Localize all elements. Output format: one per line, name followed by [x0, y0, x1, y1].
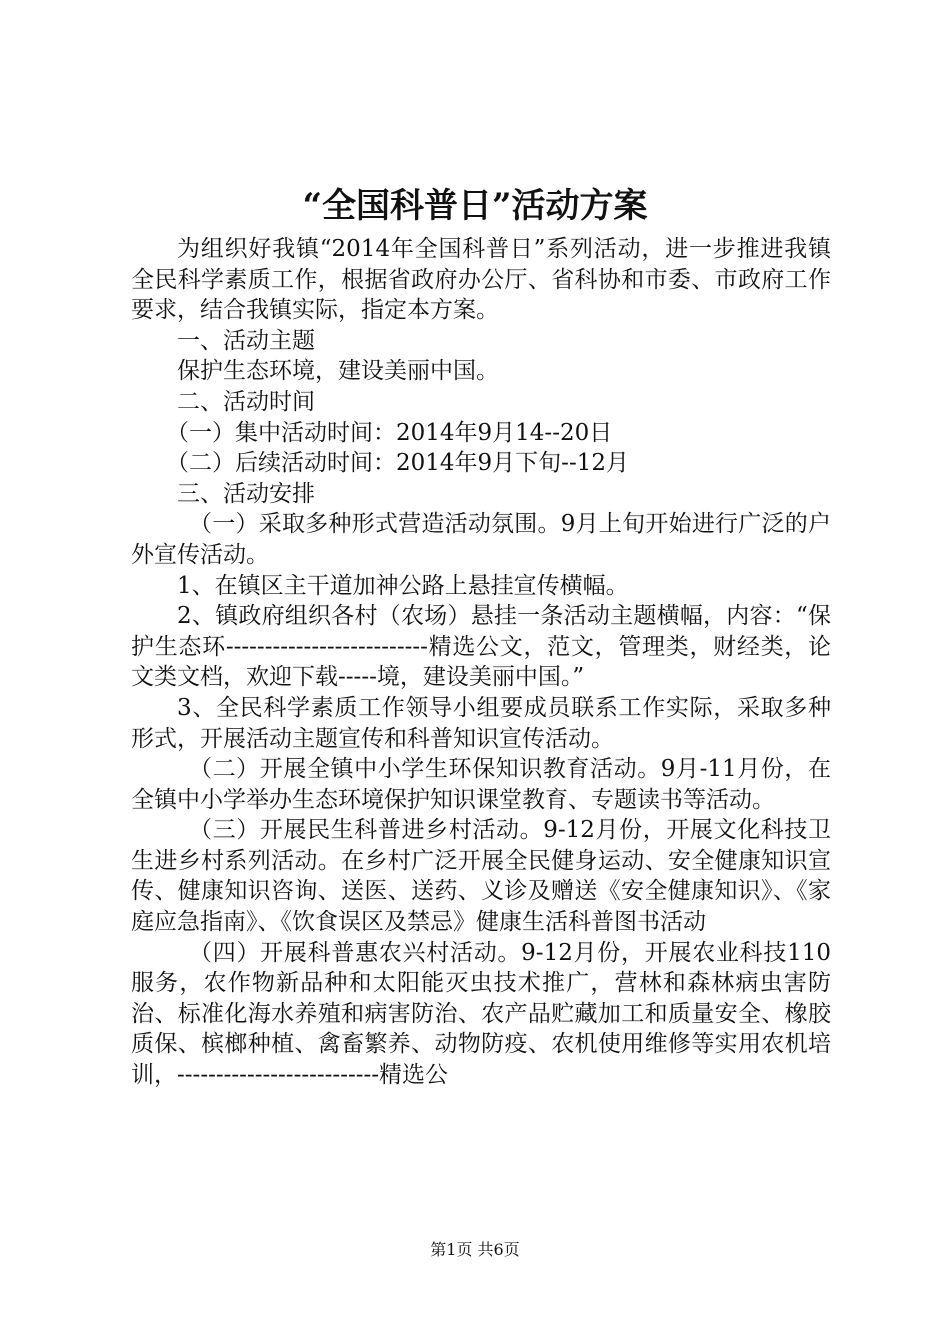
document-body — [131, 234, 831, 1091]
section-heading-time: 二、活动时间 — [177, 388, 315, 415]
arrangement-item-2: （二）开展全镇中小学生环保知识教育活动。9月-11月份，在全镇中小学举办生态环境保护知识课堂教育、专题读书等活动。 — [131, 756, 831, 813]
time-item-2: （二）后续活动时间：2014年9月下旬--12月 — [166, 450, 629, 477]
arrangement-item-4: （四）开展科普惠农兴村活动。9-12月份，开展农业科技110服务，农作物新品种和太阳能灭虫技术推广，营林和森林病虫害防治、标准化海水养殖和病害防治、农产品贮藏加工和质量安全、橡胶质保、槟榔种植、禽畜繁养、动物防疫、农机使用维修等实用农机培训，--------------------------精选公 — [131, 939, 831, 1089]
arrangement-subitem-2: 2、镇政府组织各村（农场）悬挂一条活动主题横幅，内容：“保护生态环--------------------------精选公文，范文，管理类，财经类，论文类文档，欢迎下载-----境，建设美丽中国。” — [131, 603, 831, 691]
time-item-1: （一）集中活动时间：2014年9月14--20日 — [166, 419, 613, 446]
arrangement-subitem-1: 1、在镇区主干道加神公路上悬挂宣传横幅。 — [177, 572, 629, 599]
arrangement-item-3: （三）开展民生科普进乡村活动。9-12月份，开展文化科技卫生进乡村系列活动。在乡村广泛开展全民健身运动、安全健康知识宣传、健康知识咨询、送医、送药、义诊及赠送《安全健康知识》、《家庭应急指南》、《饮食误区及禁忌》健康生活科普图书活动 — [131, 817, 831, 936]
page-footer: 第1页 共6页 — [430, 1240, 520, 1259]
section-heading-arrangement: 三、活动安排 — [177, 480, 315, 507]
document-title: “全国科普日”活动方案 — [302, 186, 648, 226]
theme-text: 保护生态环境，建设美丽中国。 — [177, 358, 499, 385]
arrangement-subitem-3: 3、全民科学素质工作领导小组要成员联系工作实际，采取多种形式，开展活动主题宣传和科普知识宣传活动。 — [131, 694, 831, 752]
arrangement-item-1: （一）采取多种形式营造活动氛围。9月上旬开始进行广泛的户外宣传活动。 — [131, 511, 831, 568]
intro-paragraph: 为组织好我镇“2014年全国科普日”系列活动，进一步推进我镇全民科学素质工作，根据省政府办公厅、省科协和市委、市政府工作要求，结合我镇实际，指定本方案。 — [131, 236, 831, 324]
section-heading-theme: 一、活动主题 — [177, 327, 315, 354]
